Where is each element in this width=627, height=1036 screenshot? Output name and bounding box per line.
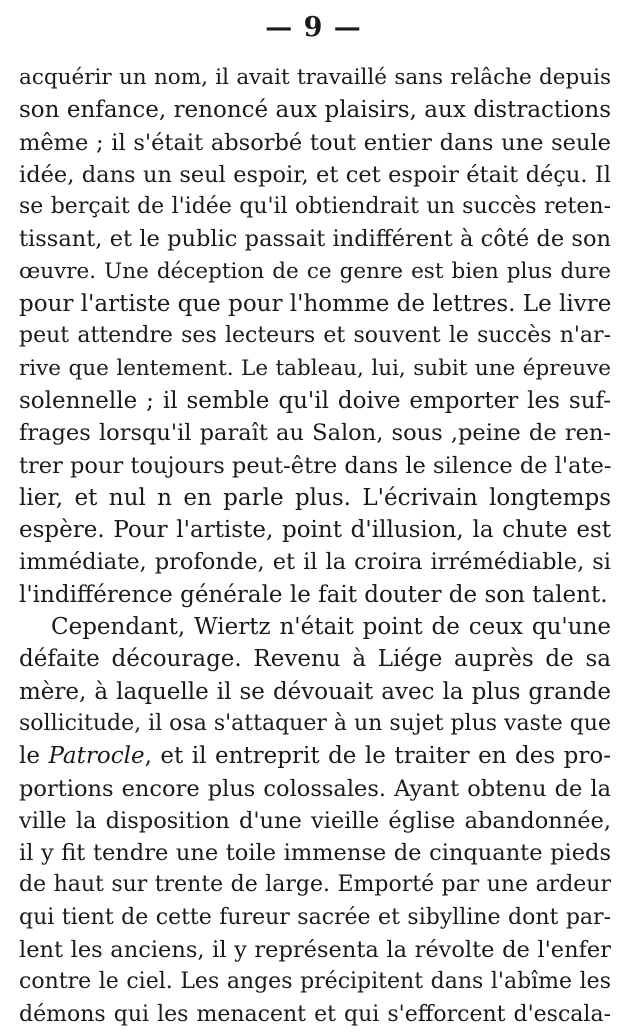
text-segment: , et il entreprit de le traiter en des pro- — [144, 743, 611, 770]
text-line: sollicitude, il osa s'attaquer à un sujet plus vaste que — [19, 710, 611, 736]
text-line: espère. Pour l'artiste, point d'illusion, la chute est — [19, 517, 611, 544]
text-line: lier, et nul n en parle plus. L'écrivain longtemps — [19, 484, 611, 511]
text-line — [19, 740, 611, 772]
text-line: tissant, et le public passait indifférent à côté de son — [19, 226, 611, 253]
text-line: son enfance, renoncé aux plaisirs, aux distractions — [19, 97, 611, 124]
text-line: se berçait de l'idée qu'il obtiendrait un succès reten- — [19, 194, 611, 220]
text-line: de haut sur trente de large. Emporté par une ardeur — [19, 872, 611, 898]
text-segment: le — [19, 743, 49, 770]
paragraph — [19, 62, 611, 611]
text-line: Cependant, Wiertz n'était point de ceux qu'une — [51, 614, 611, 641]
text-line: l'indifférence générale le fait douter de son talent. — [19, 581, 608, 608]
italic-title: Patrocle — [48, 743, 145, 770]
text-line: œuvre. Une déception de ce genre est bien plus dure — [19, 258, 611, 284]
text-line: même ; il s'était absorbé tout entier dans une seule — [19, 129, 611, 156]
text-line: solennelle ; il semble qu'il doive emporter les suf- — [19, 387, 611, 414]
text-line: frages lorsqu'il paraît au Salon, sous ,peine de ren- — [19, 420, 611, 447]
text-line: trer pour toujours peut-être dans le silence de l'ate- — [19, 452, 612, 479]
text-line: acquérir un nom, il avait travaillé sans relâche depuis — [19, 65, 611, 90]
text-line: immédiate, profonde, et il la croira irrémédiable, si — [19, 549, 611, 576]
text-line: peut attendre ses lecteurs et souvent le succès n'ar- — [19, 323, 611, 349]
text-line: pour l'artiste que pour l'homme de lettres. Le livre — [19, 291, 612, 318]
text-line: ville la disposition d'une vieille église abandonnée, — [19, 807, 611, 834]
text-line: il y fit tendre une toile immense de cinquante pieds — [19, 840, 611, 867]
text-line: défaite décourage. Revenu à Liége auprès de sa — [19, 646, 611, 673]
paragraph — [19, 611, 611, 1031]
text-line: contre le ciel. Les anges précipitent dans l'abîme les — [19, 969, 611, 995]
text-line: idée, dans un seul espoir, et cet espoir était déçu. Il — [19, 161, 611, 188]
body-text — [19, 62, 611, 1031]
text-line: qui tient de cette fureur sacrée et sibylline dont par- — [19, 904, 611, 930]
text-line: rive que lentement. Le tableau, lui, subit une épreuve — [19, 355, 611, 381]
text-line: démons qui les menacent et qui s'efforcent d'escala- — [19, 1001, 611, 1027]
text-line: portions encore plus colossales. Ayant obtenu de la — [19, 775, 611, 802]
page-number: — 9 — — [265, 12, 362, 43]
text-line: lent les anciens, il y représenta la révolte de l'enfer — [19, 937, 611, 964]
text-line: mère, à laquelle il se dévouait avec la plus grande — [19, 678, 611, 705]
